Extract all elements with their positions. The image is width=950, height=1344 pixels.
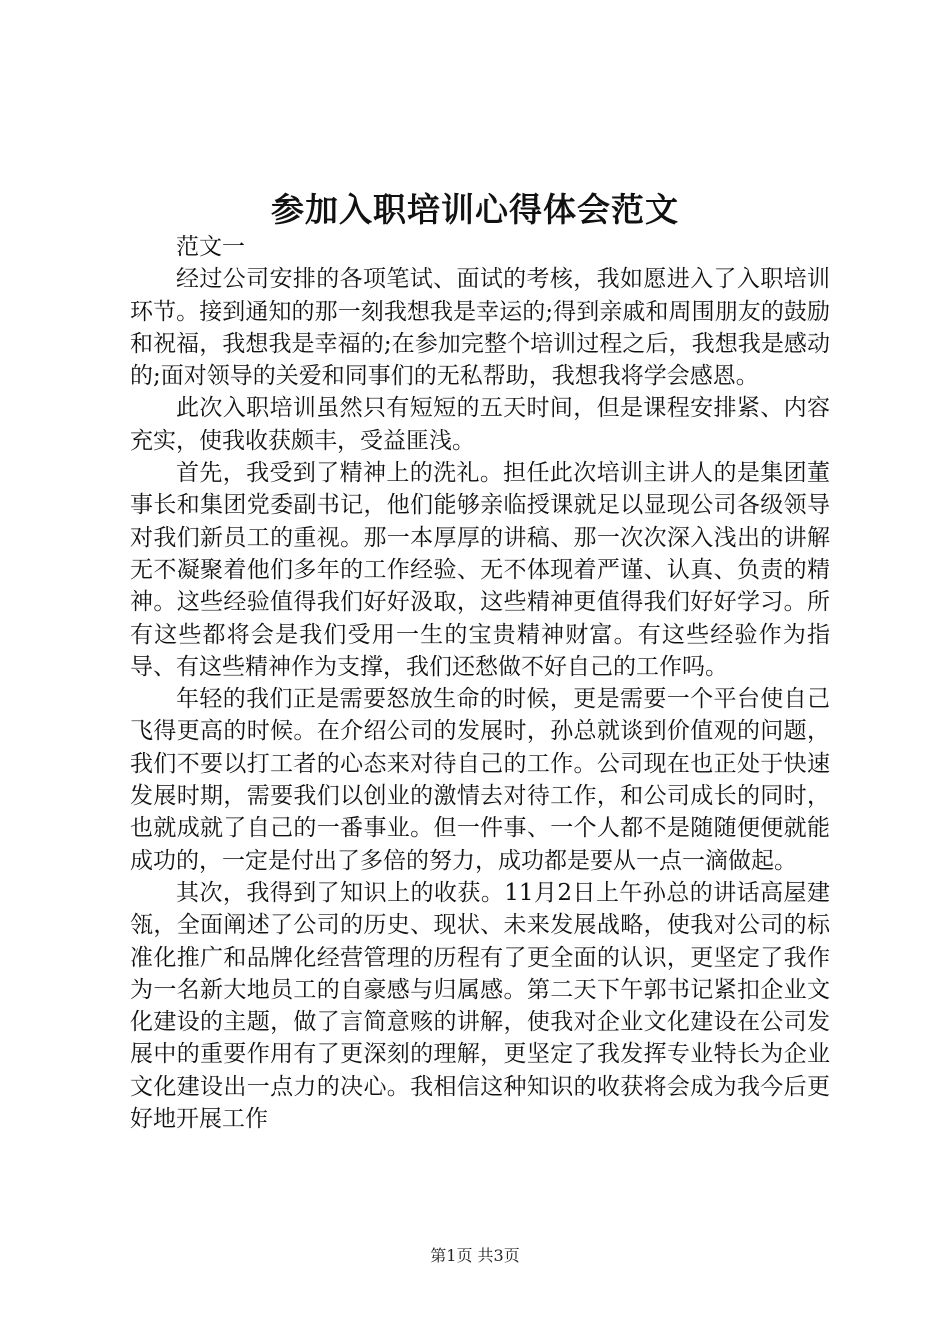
paragraph: 首先，我受到了精神上的洗礼。担任此次培训主讲人的是集团董事长和集团党委副书记，他们能够亲临授课就足以显现公司各级领导对我们新员工的重视。那一本厚厚的讲稿、那一次次深入浅出的讲解无不凝聚着他们多年的工作经验、无不体现着严谨、认真、负责的精神。这些经验值得我们好好汲取，这些精神更值得我们好好学习。所有这些都将会是我们受用一生的宝贵精神财富。有这些经验作为指导、有这些精神作为支撑，我们还愁做不好自己的工作吗。 bbox=[130, 460, 830, 680]
paragraph-subtitle: 范文一 bbox=[176, 234, 245, 260]
document-body bbox=[130, 231, 830, 1135]
paragraph: 年轻的我们正是需要怒放生命的时候，更是需要一个平台使自己飞得更高的时候。在介绍公司的发展时，孙总就谈到价值观的问题，我们不要以打工者的心态来对待自己的工作。公司现在也正处于快速发展时期，需要我们以创业的激情去对待工作，和公司成长的同时，也就成就了自己的一番事业。但一件事、一个人都不是随随便便就能成功的，一定是付出了多倍的努力，成功都是要从一点一滴做起。 bbox=[130, 686, 830, 874]
document-title: 参加入职培训心得体会范文 bbox=[271, 190, 679, 229]
paragraph: 此次入职培训虽然只有短短的五天时间，但是课程安排紧、内容充实，使我收获颇丰，受益匪浅。 bbox=[130, 395, 830, 454]
page-number-footer: 第1页 共3页 bbox=[430, 1246, 520, 1265]
paragraph: 经过公司安排的各项笔试、面试的考核，我如愿进入了入职培训环节。接到通知的那一刻我想我是幸运的;得到亲戚和周围朋友的鼓励和祝福，我想我是幸福的;在参加完整个培训过程之后，我想我是感动的;面对领导的关爱和同事们的无私帮助，我想我将学会感恩。 bbox=[130, 266, 830, 390]
paragraph: 其次，我得到了知识上的收获。11月2日上午孙总的讲话高屋建瓴，全面阐述了公司的历史、现状、未来发展战略，使我对公司的标准化推广和品牌化经营管理的历程有了更全面的认识，更坚定了我作为一名新大地员工的自豪感与归属感。第二天下午郭书记紧扣企业文化建设的主题，做了言简意赅的讲解，使我对企业文化建设在公司发展中的重要作用有了更深刻的理解，更坚定了我发挥专业特长为企业文化建设出一点力的决心。我相信这种知识的收获将会成为我今后更好地开展工作 bbox=[130, 879, 830, 1133]
